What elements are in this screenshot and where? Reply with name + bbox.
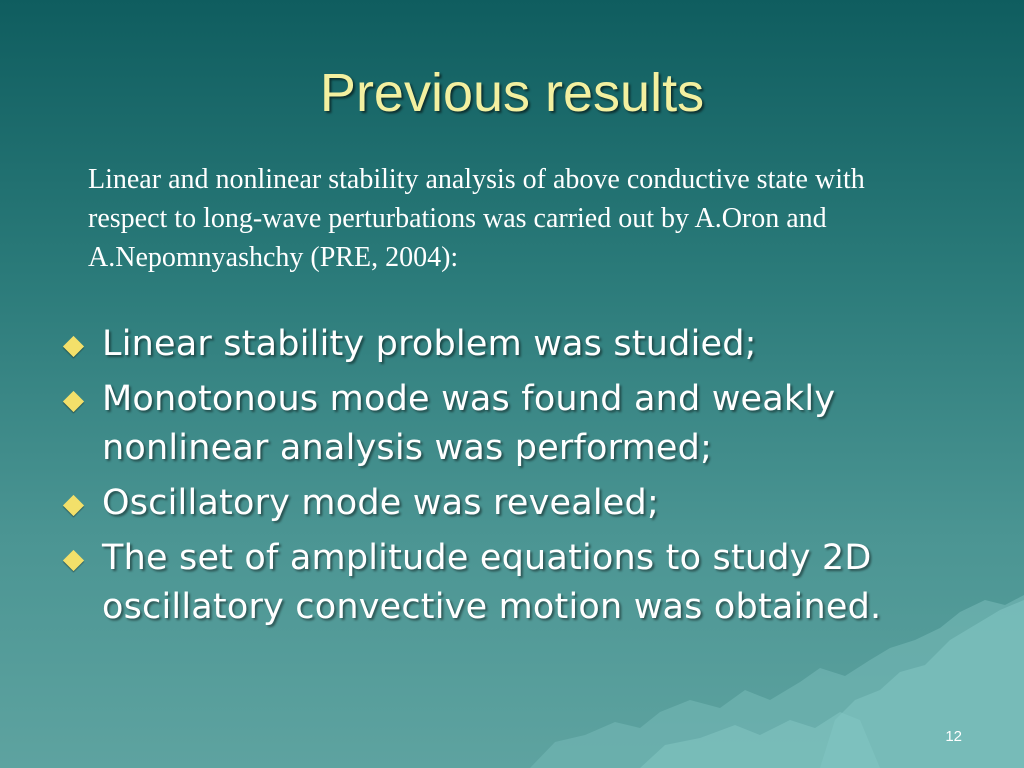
- bullet-item: [62, 320, 962, 369]
- bullet-item: [62, 375, 962, 473]
- bullet-text: Linear stability problem was studied;: [102, 324, 757, 364]
- bullet-text: Monotonous mode was found and weakly nonlinear analysis was performed;: [102, 379, 836, 468]
- slide-title: Previous results: [319, 63, 705, 123]
- diamond-bullet-icon: [63, 391, 84, 412]
- intro-paragraph: Linear and nonlinear stability analysis of above conductive state with respect to long-wave perturbations was carried out by A.Oron and A.Nepomnyashchy (PRE, 2004):: [88, 164, 865, 273]
- diamond-bullet-icon: [63, 336, 84, 357]
- bullet-item: [62, 534, 962, 632]
- bullet-text: Oscillatory mode was revealed;: [102, 483, 659, 523]
- page-number: 12: [945, 728, 962, 745]
- bullet-list: [62, 320, 962, 638]
- bullet-item: [62, 479, 962, 528]
- bullet-text: The set of amplitude equations to study 2D oscillatory convective motion was obtained.: [102, 538, 882, 627]
- diamond-bullet-icon: [63, 495, 84, 516]
- diamond-bullet-icon: [63, 550, 84, 571]
